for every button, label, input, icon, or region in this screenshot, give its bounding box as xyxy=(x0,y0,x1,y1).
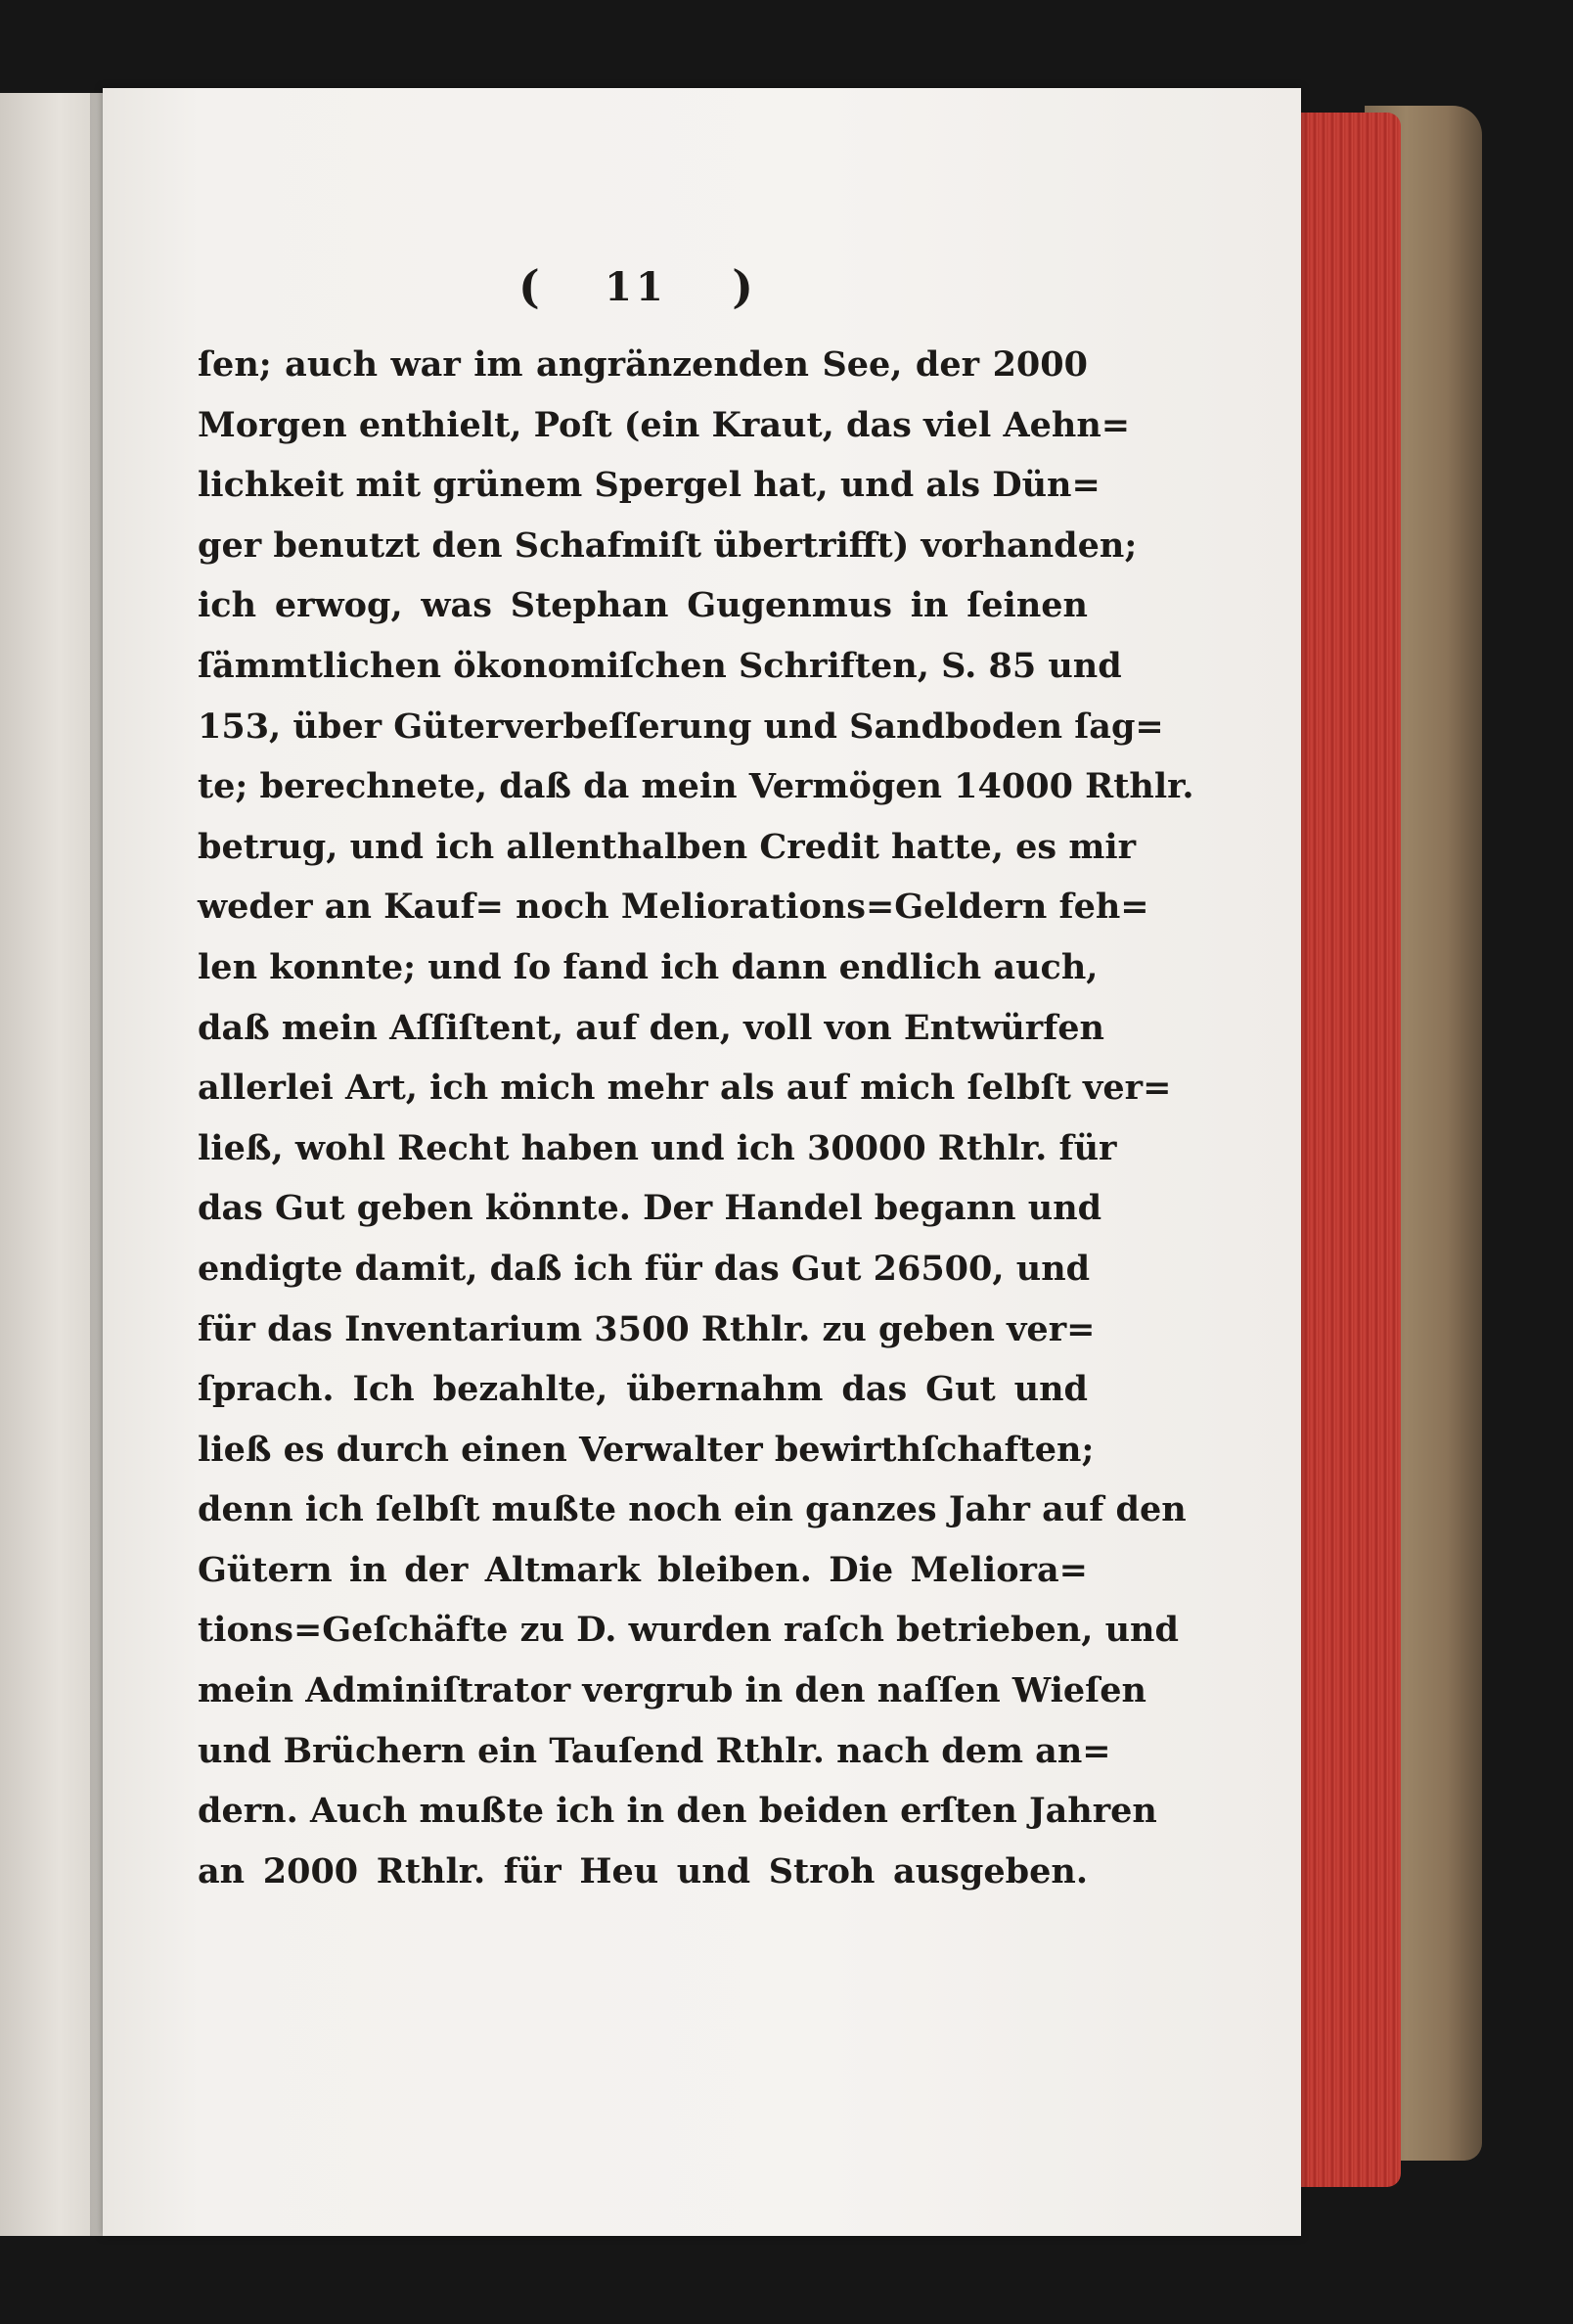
paren-close: ) xyxy=(732,260,753,313)
text-line: das Gut geben könnte. Der Handel begann und xyxy=(198,1188,1102,1229)
text-line: 153, über Güterverbeſſerung und Sandboden ſag= xyxy=(198,706,1164,747)
text-line: len konnte; und ſo fand ich dann endlich auch, xyxy=(198,946,1099,987)
text-line: an 2000 Rthlr. für Heu und Stroh ausgeben. xyxy=(198,1850,1088,1891)
text-line: allerlei Art, ich mich mehr als auf mich ſelbſt ver= xyxy=(198,1068,1172,1109)
text-line: dern. Auch mußte ich in den beiden erſten Jahren xyxy=(198,1791,1157,1832)
page-number-header xyxy=(518,252,753,321)
text-line: denn ich ſelbſt mußte noch ein ganzes Jahr auf den xyxy=(198,1489,1187,1530)
text-line: und Brüchern ein Tauſend Rthlr. nach dem an= xyxy=(198,1730,1111,1771)
paren-open: ( xyxy=(518,260,540,313)
text-line: ſämmtlichen ökonomiſchen Schriften, S. 85 und xyxy=(198,645,1122,686)
text-line: Morgen enthielt, Poſt (ein Kraut, das viel Aehn= xyxy=(198,404,1131,445)
text-line: ließ es durch einen Verwalter bewirthſchaften; xyxy=(198,1429,1095,1470)
text-line: ſen; auch war im angränzenden See, der 2000 xyxy=(198,344,1088,385)
text-line: daß mein Aſſiſtent, auf den, voll von Entwürfen xyxy=(198,1007,1104,1048)
red-page-edges xyxy=(1291,113,1401,2187)
text-line: ger benutzt den Schafmiſt übertrifft) vorhanden; xyxy=(198,524,1138,566)
text-line: te; berechnete, daß da mein Vermögen 14000 Rthlr. xyxy=(198,766,1194,807)
text-line: weder an Kauf= noch Meliorations=Geldern feh= xyxy=(198,887,1149,928)
page-number: 11 xyxy=(605,263,667,310)
text-line: tions=Geſchäfte zu D. wurden raſch betrieben, und xyxy=(198,1610,1179,1651)
text-line: lichkeit mit grünem Spergel hat, und als Dün= xyxy=(198,465,1101,506)
text-line: ließ, wohl Recht haben und ich 30000 Rthlr. für xyxy=(198,1127,1117,1168)
text-line: mein Adminiſtrator vergrub in den naſſen Wieſen xyxy=(198,1670,1146,1711)
text-line: ich erwog, was Stephan Gugenmus in ſeinen xyxy=(198,585,1088,626)
body-text xyxy=(198,335,1194,1901)
text-line: für das Inventarium 3500 Rthlr. zu geben ver= xyxy=(198,1308,1096,1349)
text-line: Gütern in der Altmark bleiben. Die Meliora= xyxy=(198,1549,1088,1590)
text-line: endigte damit, daß ich für das Gut 26500, und xyxy=(198,1248,1091,1289)
text-line: ſprach. Ich bezahlte, übernahm das Gut und xyxy=(198,1369,1088,1410)
text-line: betrug, und ich allenthalben Credit hatte, es mir xyxy=(198,826,1137,867)
